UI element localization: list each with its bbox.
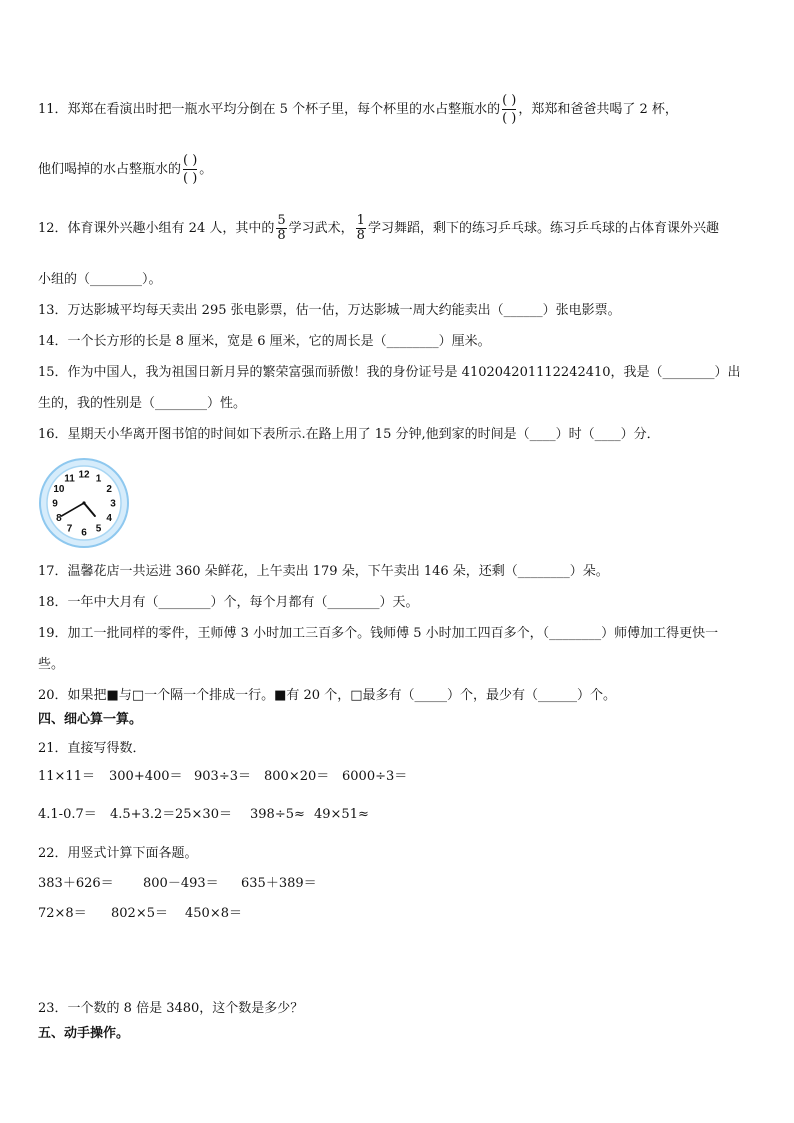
q21-item: 800×20＝ bbox=[264, 769, 330, 784]
clock-number: 8 bbox=[56, 513, 62, 524]
section-5-heading: 五、动手操作。 bbox=[38, 1026, 130, 1041]
q22-item: 72×8＝ bbox=[38, 906, 87, 921]
clock-number: 5 bbox=[95, 523, 102, 535]
clock-number: 6 bbox=[81, 527, 87, 539]
question-21-title: 21．直接写得数． bbox=[38, 741, 146, 756]
question-18: 18．一年中大月有（________）个，每个月都有（________）天。 bbox=[38, 595, 419, 610]
clock-number: 3 bbox=[110, 498, 116, 510]
question-13: 13．万达影城平均每天卖出 295 张电影票，估一估，万达影城一周大约能卖出（______）张电影票。 bbox=[38, 303, 621, 318]
q21-item: 4.5+3.2＝ bbox=[110, 807, 176, 822]
q11-text-c: 他们喝掉的水占整瓶水的 bbox=[38, 162, 182, 177]
clock-number: 7 bbox=[66, 523, 73, 535]
q12-text-b: 学习武术， bbox=[288, 221, 354, 236]
q22-item: 383＋626＝ bbox=[38, 876, 114, 891]
question-11-line2 bbox=[38, 152, 212, 187]
question-16: 16．星期天小华离开图书馆的时间如下表所示.在路上用了 15 分钟,他到家的时间是（____）时（____）分． bbox=[38, 427, 660, 442]
question-12-line1 bbox=[38, 214, 719, 243]
q22-item: 800－493＝ bbox=[143, 876, 219, 891]
q21-item: 300+400＝ bbox=[109, 769, 183, 784]
q11-frac2-den: ( ) bbox=[183, 171, 198, 186]
clock-center bbox=[82, 501, 85, 504]
q11-text-d: 。 bbox=[199, 162, 213, 177]
clock-number: 11 bbox=[64, 473, 75, 485]
question-15-line1: 15．作为中国人，我为祖国日新月异的繁荣富强而骄傲！我的身份证号是 410204201112242410，我是（________）出 bbox=[38, 365, 741, 380]
q12-f1-den: 8 bbox=[277, 228, 286, 243]
question-17: 17．温馨花店一共运进 360 朵鲜花，上午卖出 179 朵，下午卖出 146 朵，还剩（________）朵。 bbox=[38, 564, 609, 579]
q12-f1-num: 5 bbox=[277, 213, 286, 228]
q11-fraction-blank-2 bbox=[183, 152, 197, 187]
clock-number: 4 bbox=[106, 513, 112, 524]
question-14: 14．一个长方形的长是 8 厘米，宽是 6 厘米，它的周长是（________）厘米。 bbox=[38, 334, 491, 349]
q21-item: 903÷3＝ bbox=[194, 769, 251, 784]
q12-text-d: 小组的（________）。 bbox=[38, 272, 162, 287]
question-22-title: 22．用竖式计算下面各题。 bbox=[38, 846, 198, 861]
question-11-line1 bbox=[38, 92, 678, 127]
q21-item: 11×11＝ bbox=[38, 769, 95, 784]
question-20: 20．如果把■与□一个隔一个排成一行。■有 20 个，□最多有（_____）个，最少有（______）个。 bbox=[38, 688, 616, 703]
question-15-line2: 生的，我的性别是（________）性。 bbox=[38, 396, 247, 411]
q12-f2-num: 1 bbox=[356, 213, 365, 228]
q21-item: 25×30＝ bbox=[175, 807, 232, 822]
clock-number: 10 bbox=[53, 484, 65, 495]
clock-number: 2 bbox=[106, 484, 112, 495]
q11-frac2-num: ( ) bbox=[183, 153, 198, 168]
clock-number: 12 bbox=[78, 469, 90, 481]
question-19-line1: 19．加工一批同样的零件，王师傅 3 小时加工三百多个。钱师傅 5 小时加工四百多个，（________）师傅加工得更快一 bbox=[38, 626, 719, 641]
q11-text-a: 11．郑郑在看演出时把一瓶水平均分倒在 5 个杯子里，每个杯里的水占整瓶水的 bbox=[38, 102, 501, 117]
q21-item: 4.1-0.7＝ bbox=[38, 807, 97, 822]
q11-fraction-blank-1 bbox=[502, 92, 516, 127]
section-4-heading: 四、细心算一算。 bbox=[38, 712, 143, 727]
clock-number: 9 bbox=[52, 498, 58, 510]
q11-frac1-num: ( ) bbox=[502, 93, 517, 108]
question-23: 23．一个数的 8 倍是 3480，这个数是多少？ bbox=[38, 1001, 304, 1016]
q12-fraction-1 bbox=[276, 214, 286, 243]
q12-text-c: 学习舞蹈，剩下的练习乒乓球。练习乒乓球的占体育课外兴趣 bbox=[367, 221, 719, 236]
q11-frac1-den: ( ) bbox=[502, 111, 517, 126]
q21-item: 49×51≈ bbox=[314, 807, 369, 822]
q12-text-a: 12．体育课外兴趣小组有 24 人，其中的 bbox=[38, 221, 275, 236]
question-12-line2 bbox=[38, 271, 162, 289]
q22-item: 450×8＝ bbox=[185, 906, 242, 921]
clock-icon bbox=[38, 457, 130, 549]
clock-number: 1 bbox=[95, 473, 102, 485]
q22-item: 802×5＝ bbox=[111, 906, 168, 921]
q22-item: 635＋389＝ bbox=[241, 876, 317, 891]
q12-fraction-2 bbox=[356, 214, 366, 243]
question-19-line2: 些。 bbox=[38, 657, 65, 672]
q21-item: 6000÷3＝ bbox=[342, 769, 408, 784]
q21-item: 398÷5≈ bbox=[250, 807, 305, 822]
q12-f2-den: 8 bbox=[356, 228, 365, 243]
q11-text-b: ，郑郑和爸爸共喝了 2 杯， bbox=[518, 102, 678, 117]
